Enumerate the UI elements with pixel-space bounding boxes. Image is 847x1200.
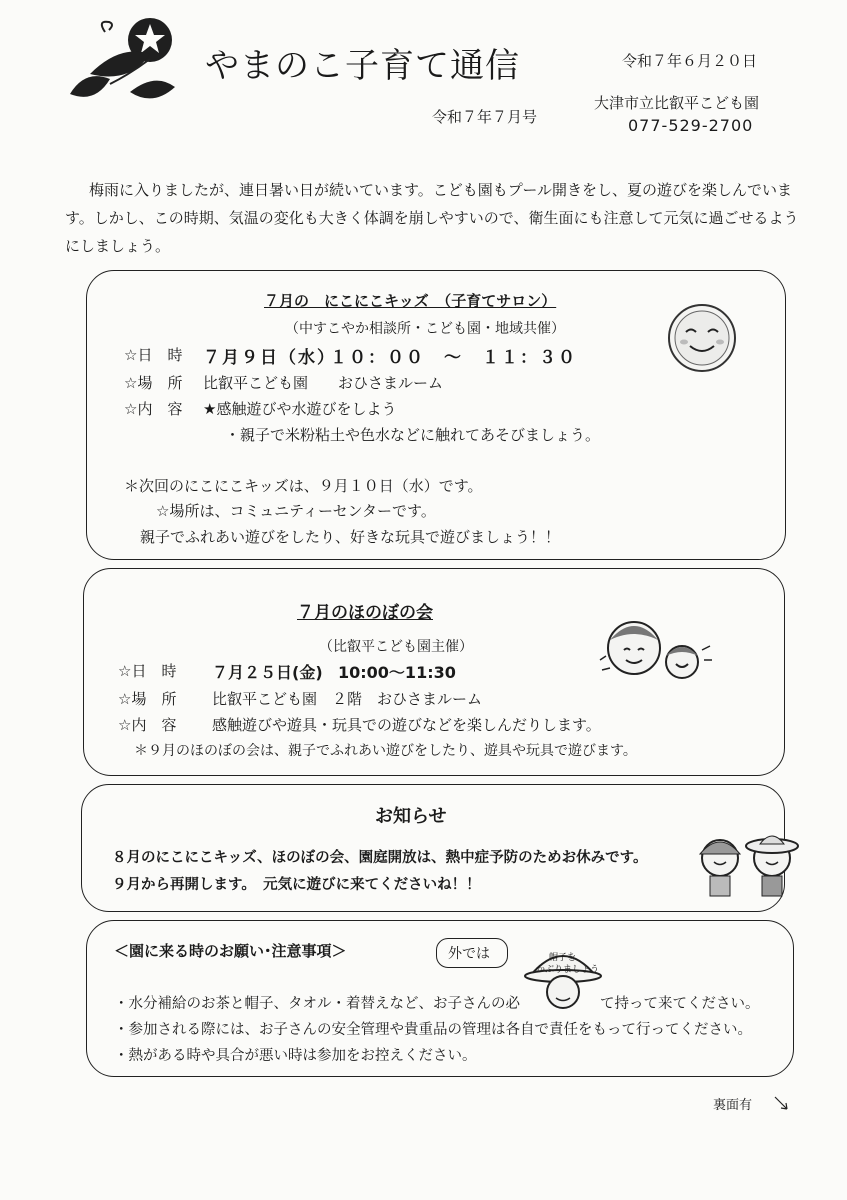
salon-content-label: ☆内 容 <box>124 400 183 418</box>
hobono-sponsor: （比叡平こども園主催） <box>319 639 473 655</box>
hobono-time-value: 10:00～11:30 <box>338 663 456 682</box>
intro-paragraph: 梅雨に入りましたが、連日暑い日が続いています。こども園もプール開きをし、夏の遊びを楽しんでいます。しかし、この時期、気温の変化も大きく体調を崩しやすいので、衛生面にも注意して元気に過ごせるようにしましょう。 <box>65 181 799 255</box>
request-item2: ・参加される際には、お子さんの安全管理や貴重品の管理は各自で責任をもって行ってください。 <box>114 1022 752 1038</box>
hobono-note: ＊９月のほのぼの会は、親子でふれあい遊びをしたり、遊具や玩具で遊びます。 <box>134 743 637 759</box>
salon-next-line3: 親子でふれあい遊びをしたり、好きな玩具で遊びましょう！！ <box>140 528 561 546</box>
salon-place-value: 比叡平こども園 おひさまルーム <box>203 374 444 392</box>
salon-next-line1: ＊次回のにこにこキッズは、９月１０日（水）です。 <box>124 477 483 495</box>
request-item1-part2: て持って来てください。 <box>600 996 760 1012</box>
publish-date: 令和７年６月２０日 <box>622 52 758 70</box>
request-item1-part1: ・水分補給のお茶と帽子、タオル・着替えなど、お子さんの必 <box>114 996 520 1012</box>
arrow-icon <box>772 1094 792 1114</box>
phone-number: 077-529-2700 <box>628 116 754 135</box>
salon-sponsor: （中すこやか相談所・こども園・地域共催） <box>285 321 565 337</box>
requests-heading: ＜園に来る時のお願い･注意事項＞ <box>114 942 347 960</box>
notice-line1: ８月のにこにこキッズ、ほのぼの会、園庭開放は、熱中症予防のためお休みです。 <box>112 850 648 866</box>
hobono-place-label: ☆場 所 <box>118 690 177 708</box>
salon-next-line2: ☆場所は、コミュニティーセンターです。 <box>156 502 436 520</box>
request-item3: ・熱がある時や具合が悪い時は参加をお控えください。 <box>114 1048 477 1064</box>
hobono-content-label: ☆内 容 <box>118 716 177 734</box>
children-with-hats-illustration <box>688 828 808 904</box>
speech-bubble-text: 外では <box>448 946 490 962</box>
salon-content-value: ★感触遊びや水遊びをしよう <box>203 400 397 418</box>
salon-content-sub: ・親子で米粉粘土や色水などに触れてあそびましょう。 <box>225 426 601 444</box>
hobono-date-label: ☆日 時 <box>118 662 177 680</box>
notice-line2: ９月から再開します。 元気に遊びに来てくださいね！！ <box>112 877 481 893</box>
hobono-date-value: ７月２５日(金) <box>212 663 323 682</box>
salon-heading: ７月の にこにこキッズ （子育てサロン） <box>264 292 557 310</box>
notice-heading: お知らせ <box>375 806 447 827</box>
salon-time-value: １０：００ ～ １１：３０ <box>330 348 577 368</box>
salon-place-label: ☆場 所 <box>124 374 183 392</box>
newsletter-title: やまのこ子育て通信 <box>205 46 520 86</box>
salon-date-value: ７月９日（水） <box>203 348 336 368</box>
hat-caption-2: かぶりましょう <box>536 965 600 975</box>
salon-date-label: ☆日 時 <box>124 346 183 364</box>
issue-label: 令和７年７月号 <box>432 108 538 126</box>
hat-caption-1: 帽子を <box>549 953 577 963</box>
children-faces-illustration <box>596 610 716 690</box>
morning-glory-logo <box>60 14 190 104</box>
hobono-content-value: 感触遊びや遊具・玩具での遊びなどを楽しんだりします。 <box>212 716 601 734</box>
smiling-sun-illustration <box>664 300 740 376</box>
hobono-place-value: 比叡平こども園 ２階 おひさまルーム <box>212 690 483 708</box>
back-page-note: 裏面有 <box>713 1098 753 1113</box>
hobono-heading: ７月のほのぼの会 <box>297 603 433 623</box>
organization-name: 大津市立比叡平こども園 <box>594 94 760 112</box>
